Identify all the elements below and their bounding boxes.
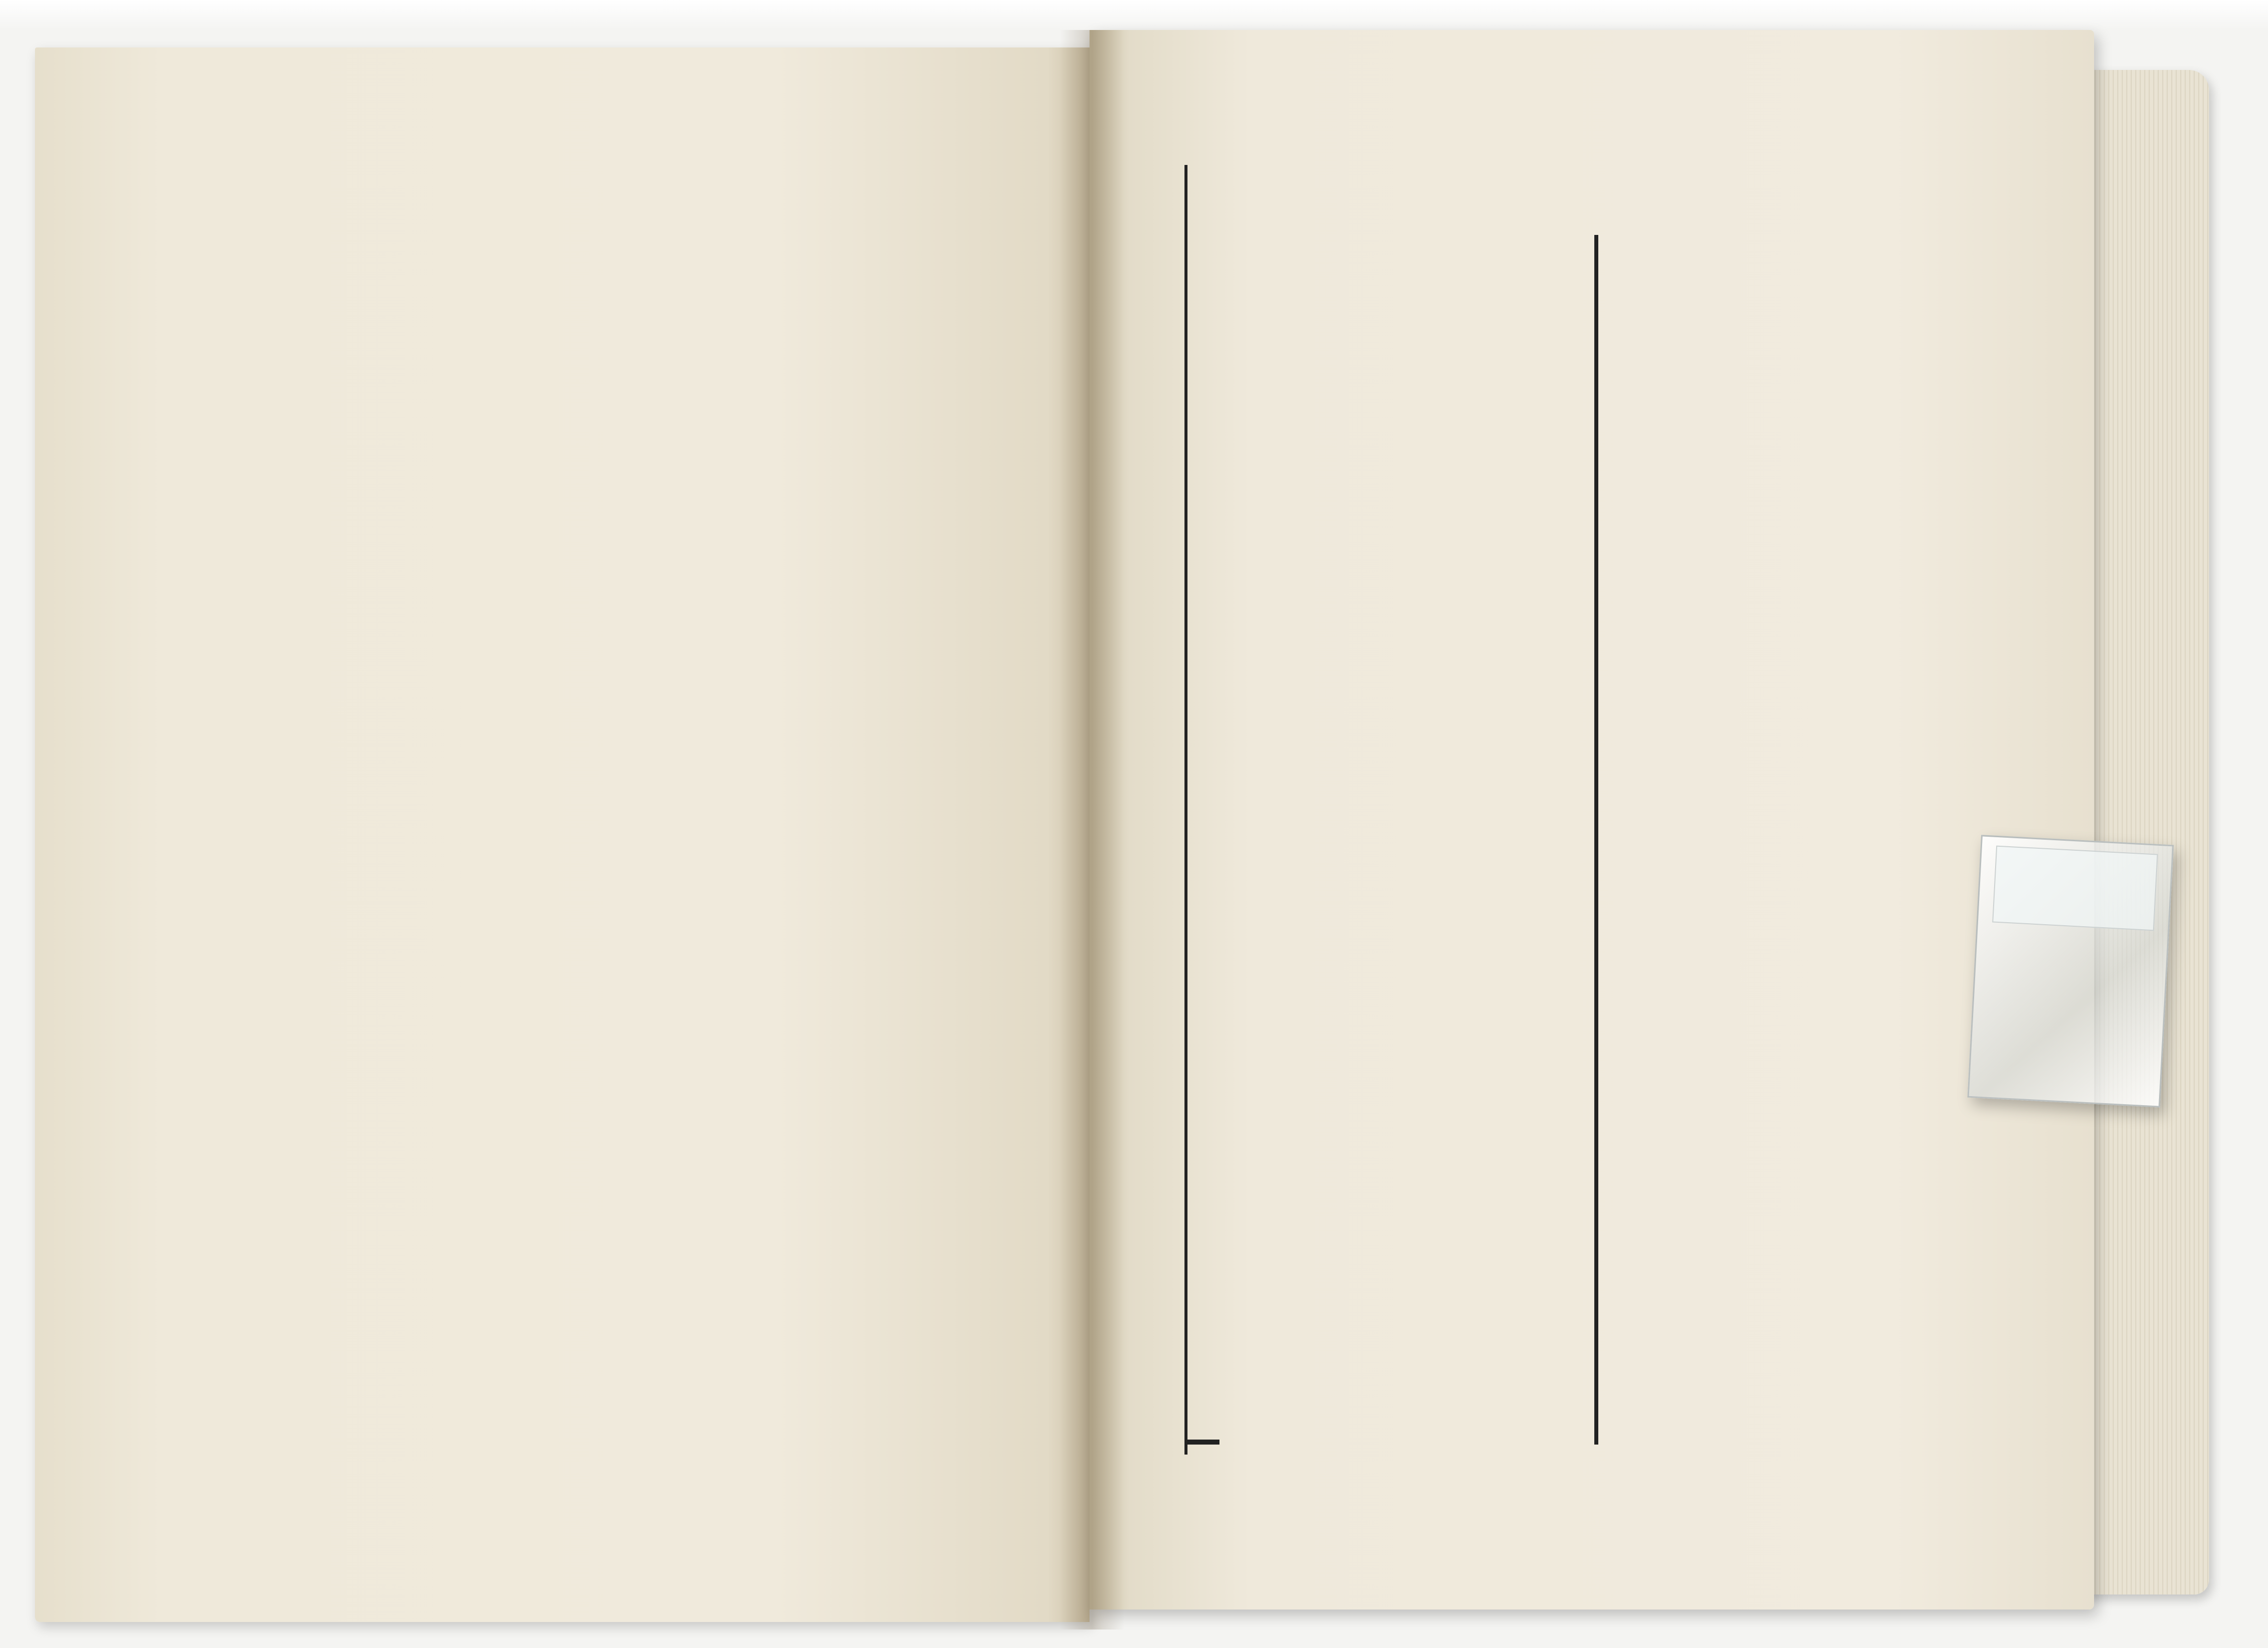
right-page bbox=[1090, 30, 2094, 1610]
notes-rule-corner bbox=[1184, 1440, 1219, 1445]
left-page bbox=[35, 47, 1090, 1622]
page-edges bbox=[2074, 70, 2209, 1595]
background-top bbox=[0, 0, 2268, 30]
book-gutter bbox=[1060, 30, 1125, 1630]
glass-paperweight-top bbox=[1992, 846, 2158, 931]
notes-rule-left bbox=[1184, 165, 1187, 1455]
notes-rule-right bbox=[1594, 235, 1598, 1445]
